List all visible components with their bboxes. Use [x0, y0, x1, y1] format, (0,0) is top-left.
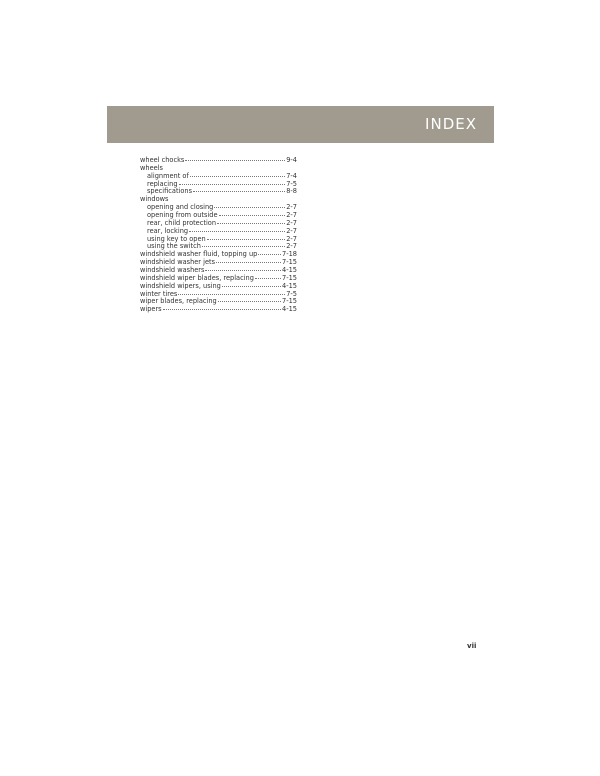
entry-page: 2-7 — [286, 234, 297, 243]
dot-leader — [217, 223, 285, 224]
entry-page: 7-15 — [282, 258, 297, 267]
dot-leader — [216, 262, 281, 263]
entry-page: 7-18 — [282, 250, 297, 259]
entry-term: wiper blades, replacing — [140, 297, 217, 306]
dot-leader — [193, 191, 285, 192]
entry-page: 7-5 — [286, 289, 297, 298]
entry-term: alignment of — [147, 171, 189, 180]
entry-page: 4-15 — [282, 281, 297, 290]
entry-page: 2-7 — [286, 203, 297, 212]
index-entry — [140, 298, 297, 306]
entry-page: 2-7 — [286, 242, 297, 251]
entry-page: 7-15 — [282, 297, 297, 306]
entry-page: 7-5 — [286, 179, 297, 188]
entry-page: 7-15 — [282, 273, 297, 282]
entry-term: windows — [140, 195, 169, 204]
entry-term: opening from outside — [147, 211, 218, 220]
entry-page: 8-8 — [286, 187, 297, 196]
dot-leader — [185, 160, 285, 161]
entry-term: windshield washer fluid, topping up — [140, 250, 258, 259]
dot-leader — [219, 215, 286, 216]
page-number: vii — [467, 642, 477, 650]
entry-term: specifications — [147, 187, 193, 196]
entry-term: windshield wiper blades, replacing — [140, 273, 254, 282]
dot-leader — [163, 309, 281, 310]
entry-page: 9-4 — [286, 156, 297, 164]
entry-page: 2-7 — [286, 218, 297, 227]
dot-leader — [222, 286, 281, 287]
dot-leader — [178, 294, 285, 295]
dot-leader — [218, 301, 281, 302]
entry-term: rear, child protection — [147, 218, 216, 227]
entry-term: winter tires — [140, 289, 178, 298]
index-header-bar — [107, 106, 494, 143]
dot-leader — [214, 207, 285, 208]
entry-page: 2-7 — [286, 211, 297, 220]
entry-term: replacing — [147, 179, 178, 188]
dot-leader — [202, 246, 285, 247]
entry-term: opening and closing — [147, 203, 214, 212]
page-title: INDEX — [425, 115, 477, 133]
dot-leader — [179, 184, 286, 185]
dot-leader — [258, 254, 281, 255]
entry-page: 7-4 — [286, 171, 297, 180]
dot-leader — [255, 278, 281, 279]
entry-term: using the switch — [147, 242, 201, 251]
entry-page: 4-15 — [282, 305, 297, 314]
entry-term: windshield washer jets — [140, 258, 216, 267]
entry-term: rear, locking — [147, 226, 189, 235]
entry-term: wheels — [140, 163, 163, 172]
entry-term: windshield wipers, using — [140, 281, 221, 290]
entry-page: 4-15 — [282, 266, 297, 275]
index-entry — [140, 306, 297, 314]
entry-term: wheel chocks — [140, 156, 185, 164]
entry-term: windshield washers — [140, 266, 205, 275]
index-entry — [140, 157, 297, 165]
dot-leader — [205, 270, 281, 271]
dot-leader — [189, 231, 285, 232]
dot-leader — [207, 239, 286, 240]
index-list — [140, 157, 297, 314]
entry-page: 2-7 — [286, 226, 297, 235]
dot-leader — [190, 176, 285, 177]
entry-term: using key to open — [147, 234, 206, 243]
entry-term: wipers — [140, 305, 162, 314]
